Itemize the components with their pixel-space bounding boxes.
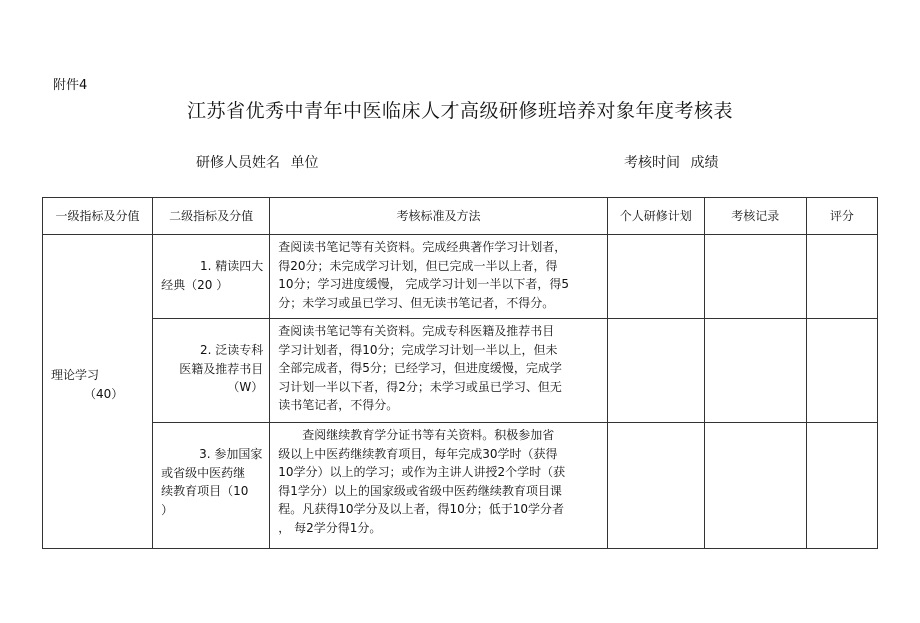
header-personal-plan: 个人研修计划 [607,198,704,235]
level2-cell [153,423,270,549]
trainee-name-label: 研修人员姓名 [196,155,280,171]
level2-line: 或省级中医药继 [161,465,246,480]
trainee-info [196,152,324,172]
score-label: 成绩 [690,155,719,171]
criteria-line: 分；未学习或虽已学习、但无读书笔记者，不得分。 [278,295,555,310]
level1-cell [43,235,153,549]
level1-score: （40） [84,386,124,401]
table-row [43,235,878,319]
level2-cell [153,319,270,423]
table-row [43,319,878,423]
header-level2: 二级指标及分值 [153,198,270,235]
record-cell[interactable] [704,423,806,549]
header-score: 评分 [806,198,877,235]
assessment-info [624,152,724,172]
level2-line: ） [161,502,174,517]
unit-label: 单位 [290,155,319,171]
level2-line: 续教育项目（10 [161,484,249,498]
personal-plan-cell[interactable] [607,235,704,319]
level2-line: 2. 泛读专科 [199,343,264,357]
criteria-line: 全部完成者，得5分；已经学习，但进度缓慢，完成学 [278,361,562,375]
level2-cell [153,235,270,319]
criteria-line: 查阅读书笔记等有关资料。完成经典著作学习计划者， [278,240,567,254]
record-cell[interactable] [704,235,806,319]
assessment-time-label: 考核时间 [624,155,680,171]
criteria-line: 得20分；未完成学习计划，但已完成一半以上者，得 [278,258,558,273]
score-cell[interactable] [806,235,877,319]
personal-plan-cell[interactable] [607,423,704,549]
criteria-line: 10分；学习进度缓慢， 完成学习计划一半以下者，得5 [278,277,569,291]
criteria-line: 程。凡获得10学分及以上者，得10分；低于10学分者 [278,502,565,516]
header-row [43,198,878,235]
level2-line: （W） [227,380,264,394]
level2-line: 3. 参加国家 [199,447,263,461]
score-cell[interactable] [806,319,877,423]
header-criteria: 考核标准及方法 [270,198,607,235]
header-record: 考核记录 [704,198,806,235]
criteria-cell [270,423,607,549]
criteria-line: 查阅继续教育学分证书等有关资料。积极参加省 [302,428,555,442]
criteria-line: 10学分）以上的学习；或作为主讲人讲授2个学时（获 [278,465,566,479]
personal-plan-cell[interactable] [607,319,704,423]
criteria-line: 查阅读书笔记等有关资料。完成专科医籍及推荐书目 [278,324,555,338]
attachment-number: 附件4 [53,78,88,93]
criteria-line: 学习计划者，得10分；完成学习计划一半以上，但未 [278,342,558,357]
level2-line: 1. 精读四大 [199,259,264,273]
level2-line: 医籍及推荐书目 [179,361,264,376]
document-title: 江苏省优秀中青年中医临床人才高级研修班培养对象年度考核表 [186,100,733,122]
criteria-line: 得1学分）以上的国家级或省级中医药继续教育项目课 [278,483,562,498]
criteria-line: ， 每2学分得1分。 [278,520,382,535]
assessment-table [42,197,878,549]
table-row [43,423,878,549]
record-cell[interactable] [704,319,806,423]
level1-name: 理论学习 [51,368,100,382]
header-level1: 一级指标及分值 [43,198,153,235]
criteria-line: 读书笔记者，不得分。 [278,398,399,412]
criteria-line: 习计划一半以下者，得2分；未学习或虽已学习、但无 [278,379,562,394]
criteria-cell [270,235,607,319]
level2-line: 经典（20 ） [161,277,229,292]
criteria-line: 级以上中医药继续教育项目，每年完成30学时（获得 [278,446,558,461]
score-cell[interactable] [806,423,877,549]
criteria-cell [270,319,607,423]
